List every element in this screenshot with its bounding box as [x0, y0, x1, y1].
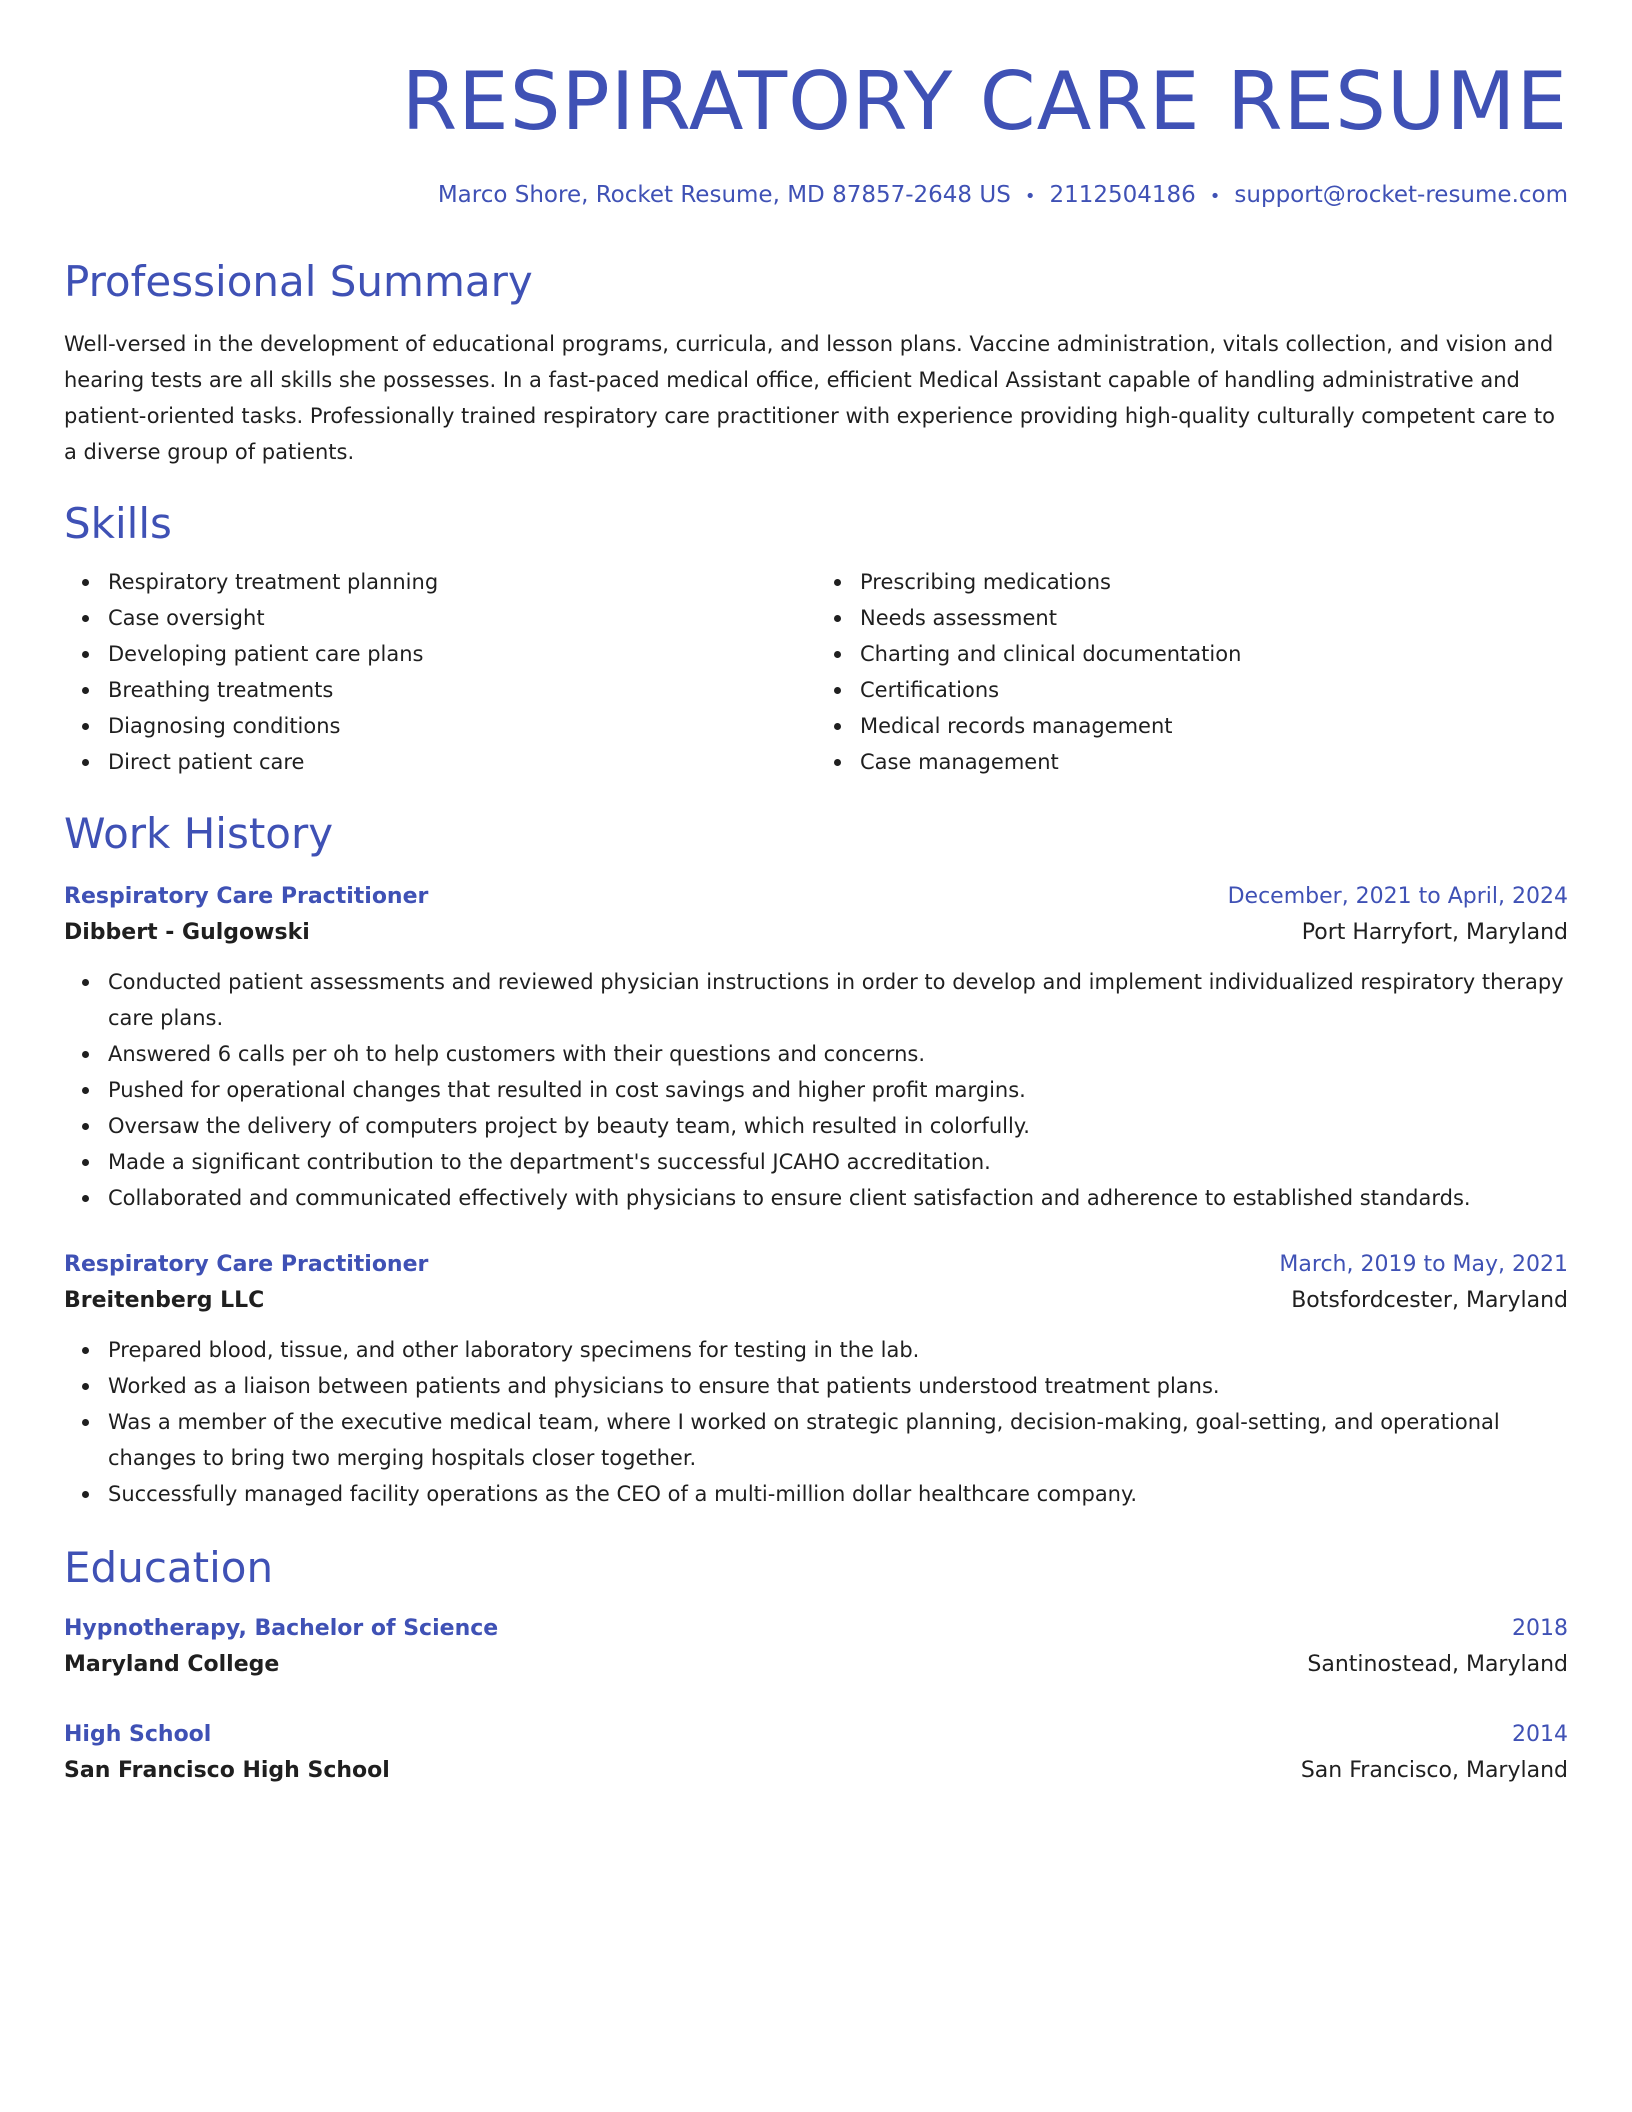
company-name: Dibbert - Gulgowski — [64, 920, 310, 945]
work-entry — [64, 880, 1568, 1216]
section-heading-skills: Skills — [64, 499, 172, 548]
duty-item: Answered 6 calls per oh to help customers with their questions and concerns. — [108, 1036, 1568, 1072]
work-entry-header — [64, 880, 1568, 914]
graduation-year: 2014 — [1512, 1722, 1568, 1747]
skill-item: Diagnosing conditions — [108, 708, 816, 744]
duty-item: Conducted patient assessments and reviewed physician instructions in order to develop and implement individualized respiratory therapy care plans. — [108, 964, 1568, 1036]
duty-item: Was a member of the executive medical team, where I worked on strategic planning, decision-making, goal-setting, and operational changes to bring two merging hospitals closer together. — [108, 1404, 1568, 1476]
section-heading-work-history: Work History — [64, 809, 334, 858]
skill-item: Case management — [860, 744, 1568, 780]
skill-item: Certifications — [860, 672, 1568, 708]
duty-item: Collaborated and communicated effectively with physicians to ensure client satisfaction and adherence to established standards. — [108, 1180, 1568, 1216]
job-dates: March, 2019 to May, 2021 — [1279, 1252, 1568, 1277]
section-heading-summary: Professional Summary — [64, 257, 533, 306]
job-location: Botsfordcester, Maryland — [1291, 1288, 1568, 1313]
skill-item: Needs assessment — [860, 600, 1568, 636]
skill-item: Direct patient care — [108, 744, 816, 780]
education-entry-subheader — [64, 1646, 1568, 1684]
skill-item: Case oversight — [108, 600, 816, 636]
contact-separator: • — [1209, 186, 1221, 207]
job-location: Port Harryfort, Maryland — [1301, 920, 1568, 945]
skills-list-left — [64, 564, 816, 780]
contact-separator: • — [1024, 186, 1036, 207]
contact-address: Marco Shore, Rocket Resume, MD 87857-2648 US — [437, 182, 1011, 208]
skill-item: Prescribing medications — [860, 564, 1568, 600]
school-name: Maryland College — [64, 1652, 280, 1677]
job-dates: December, 2021 to April, 2024 — [1227, 884, 1568, 909]
school-name: San Francisco High School — [64, 1758, 390, 1783]
job-duties — [64, 1332, 1568, 1512]
skills-list-right — [816, 564, 1568, 780]
job-title: Respiratory Care Practitioner — [64, 1252, 429, 1277]
work-entry-subheader — [64, 1282, 1568, 1320]
summary-text: Well-versed in the development of educational programs, curricula, and lesson plans. Vaccine administration, vitals collection, and vision and hearing tests are all skills she possesses. In a fast-paced medical office, efficient Medical Assistant capable of handling administrative and patient-oriented tasks. Professionally trained respiratory care practitioner with experience providing high-quality culturally competent care to a diverse group of patients. — [64, 332, 1555, 464]
skills-columns — [64, 564, 1568, 780]
duty-item: Successfully managed facility operations as the CEO of a multi-million dollar healthcare company. — [108, 1476, 1568, 1512]
duty-item: Oversaw the delivery of computers project by beauty team, which resulted in colorfully. — [108, 1108, 1568, 1144]
skill-item: Breathing treatments — [108, 672, 816, 708]
duty-item: Worked as a liaison between patients and physicians to ensure that patients understood treatment plans. — [108, 1368, 1568, 1404]
resume-title: RESPIRATORY CARE RESUME — [401, 55, 1568, 148]
degree-name: High School — [64, 1722, 212, 1747]
section-heading-education: Education — [64, 1543, 274, 1592]
school-location: San Francisco, Maryland — [1300, 1758, 1568, 1783]
education-entry-header — [64, 1718, 1568, 1752]
graduation-year: 2018 — [1512, 1616, 1568, 1641]
duty-item: Prepared blood, tissue, and other laboratory specimens for testing in the lab. — [108, 1332, 1568, 1368]
education-entry-header — [64, 1612, 1568, 1646]
duty-item: Made a significant contribution to the department's successful JCAHO accreditation. — [108, 1144, 1568, 1180]
duty-item: Pushed for operational changes that resulted in cost savings and higher profit margins. — [108, 1072, 1568, 1108]
education-entry — [64, 1612, 1568, 1684]
degree-name: Hypnotherapy, Bachelor of Science — [64, 1616, 499, 1641]
company-name: Breitenberg LLC — [64, 1288, 265, 1313]
skill-item: Medical records management — [860, 708, 1568, 744]
work-entry — [64, 1248, 1568, 1512]
skill-item: Respiratory treatment planning — [108, 564, 816, 600]
contact-email: support@rocket-resume.com — [1234, 182, 1568, 208]
job-title: Respiratory Care Practitioner — [64, 884, 429, 909]
skill-item: Charting and clinical documentation — [860, 636, 1568, 672]
education-entry — [64, 1718, 1568, 1790]
contact-line — [64, 180, 1568, 212]
skill-item: Developing patient care plans — [108, 636, 816, 672]
school-location: Santinostead, Maryland — [1307, 1652, 1568, 1677]
work-entry-subheader — [64, 914, 1568, 952]
contact-phone: 2112504186 — [1049, 182, 1196, 208]
work-entry-header — [64, 1248, 1568, 1282]
education-entry-subheader — [64, 1752, 1568, 1790]
job-duties — [64, 964, 1568, 1216]
